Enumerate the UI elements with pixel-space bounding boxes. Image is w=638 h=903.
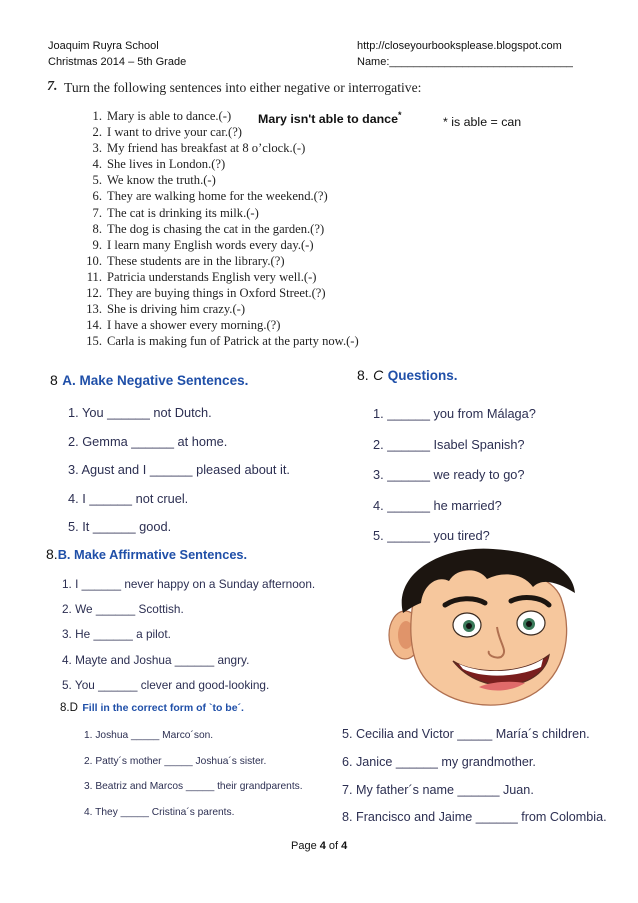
list-item: 3. Agust and I ______ pleased about it.: [68, 462, 290, 478]
item-text: I learn many English words every day.(-): [107, 237, 314, 252]
list-item: [82, 237, 359, 253]
list-item: 1. Joshua _____ Marco´son.: [84, 730, 214, 741]
item-number: 15.: [86, 334, 102, 349]
list-item: [82, 253, 359, 269]
list-item: [82, 221, 359, 237]
list-item: 2. We ______ Scottish.: [62, 602, 184, 617]
list-item: 1. ______ you from Málaga?: [373, 406, 536, 421]
item-text: My friend has breakfast at 8 o’clock.(-): [107, 141, 306, 156]
list-item: 3. He ______ a pilot.: [62, 627, 171, 642]
item-text: We know the truth.(-): [107, 173, 216, 188]
exercise-8d-heading: 8.D Fill in the correct form of `to be´.: [60, 702, 244, 714]
item-number: 12.: [86, 286, 102, 301]
list-item: 8. Francisco and Jaime ______ from Colombia.: [342, 810, 607, 825]
list-item: [82, 205, 359, 221]
exercise-7-list: [82, 108, 359, 349]
item-text: They are buying things in Oxford Street.(?): [107, 286, 326, 301]
item-text: The dog is chasing the cat in the garden.(?): [107, 221, 325, 236]
list-item: 1. You ______ not Dutch.: [68, 405, 212, 420]
list-item: 4. Mayte and Joshua ______ angry.: [62, 652, 250, 667]
list-item: 3. Beatriz and Marcos _____ their grandparents.: [84, 781, 303, 792]
item-text: Patricia understands English very well.(-): [107, 269, 317, 284]
list-item: [82, 285, 359, 301]
list-item: 4. They _____ Cristina´s parents.: [84, 806, 235, 818]
item-text: They are walking home for the weekend.(?): [107, 189, 328, 204]
exercise-8c-heading: 8. C Questions.: [357, 367, 458, 383]
list-item: 2. Gemma ______ at home.: [68, 433, 228, 449]
name-line: Name:______________________________: [357, 56, 573, 68]
list-item: 7. My father´s name ______ Juan.: [342, 782, 534, 797]
list-item: [82, 333, 359, 349]
item-number: 5.: [92, 173, 102, 188]
example-answer: Mary isn't able to dance*: [258, 110, 402, 127]
list-item: 5. You ______ clever and good-looking.: [62, 677, 270, 692]
list-item: [82, 188, 359, 204]
item-number: 10.: [86, 253, 102, 268]
item-number: 2.: [92, 125, 102, 140]
exercise-8d-left-list: [84, 723, 303, 825]
item-text: I have a shower every morning.(?): [107, 318, 281, 333]
list-item: 6. Janice ______ my grandmother.: [342, 754, 536, 769]
list-item: 5. Cecilia and Victor _____ María´s children.: [342, 727, 590, 741]
list-item: [82, 269, 359, 285]
item-text: She is driving him crazy.(-): [107, 302, 246, 317]
school-name: Joaquim Ruyra School: [48, 40, 159, 52]
blog-url: http://closeyourbooksplease.blogspot.com: [357, 40, 562, 52]
list-item: 5. It ______ good.: [68, 519, 172, 535]
list-item: [82, 156, 359, 172]
grade-line: Christmas 2014 – 5th Grade: [48, 56, 187, 68]
item-text: I want to drive your car.(?): [107, 125, 242, 140]
list-item: 2. Patty´s mother _____ Joshua´s sister.: [84, 755, 267, 767]
example-note: * is able = can: [443, 115, 522, 129]
list-item: [82, 301, 359, 317]
item-text: Mary is able to dance.(-): [107, 109, 232, 123]
item-number: 1.: [92, 109, 102, 123]
list-item: 3. ______ we ready to go?: [373, 467, 525, 483]
item-text: These students are in the library.(?): [107, 253, 285, 268]
item-number: 6.: [92, 189, 102, 204]
item-text: She lives in London.(?): [107, 157, 226, 172]
exercise-8a-heading: 8 A. Make Negative Sentences.: [50, 372, 249, 388]
item-number: 14.: [86, 318, 102, 333]
item-number: 8.: [92, 221, 102, 236]
list-item: 4. ______ he married?: [373, 497, 502, 513]
page-footer: Page 4 of 4: [291, 840, 348, 852]
item-text: The cat is drinking its milk.(-): [107, 205, 259, 220]
item-text: Carla is making fun of Patrick at the party now.(-): [107, 334, 359, 349]
exercise-8c-list: [373, 399, 536, 552]
cartoon-face-image: [383, 543, 583, 709]
item-number: 13.: [86, 302, 102, 317]
list-item: [82, 317, 359, 333]
item-number: 4.: [92, 157, 102, 172]
item-number: 3.: [92, 141, 102, 156]
list-item: 5. ______ you tired?: [373, 528, 490, 544]
list-item: [82, 172, 359, 188]
exercise-8b-heading: 8.B. Make Affirmative Sentences.: [46, 546, 248, 562]
exercise-8a-list: [68, 399, 290, 542]
item-number: 11.: [86, 269, 102, 284]
item-number: 7.: [92, 205, 102, 220]
list-item: 2. ______ Isabel Spanish?: [373, 436, 525, 452]
exercise-7-number: 7.: [47, 79, 58, 94]
exercise-8b-list: [62, 572, 315, 698]
item-number: 9.: [92, 237, 102, 252]
list-item: [82, 140, 359, 156]
exercise-7-title: Turn the following sentences into either negative or interrogative:: [64, 80, 422, 95]
list-item: [82, 124, 359, 140]
exercise-8d-right-list: [342, 721, 607, 832]
list-item: 1. I ______ never happy on a Sunday afternoon.: [62, 577, 316, 591]
list-item: 4. I ______ not cruel.: [68, 490, 189, 506]
